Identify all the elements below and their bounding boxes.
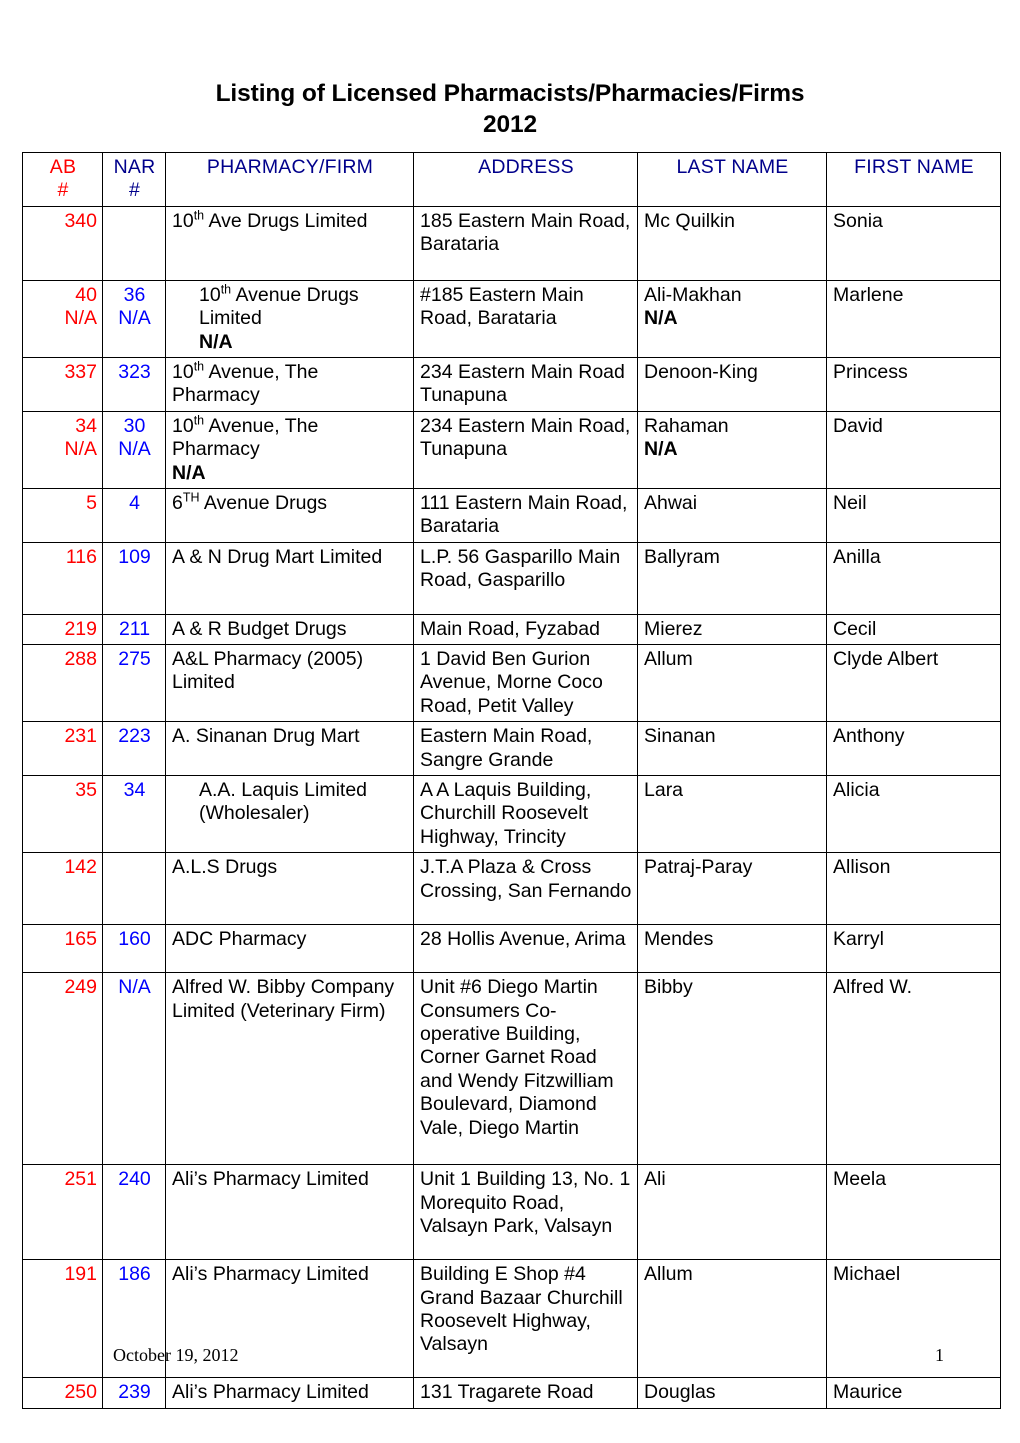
cell-pharmacy-firm: Alfred W. Bibby Company Limited (Veterinary Firm)	[166, 973, 414, 1165]
ordinal-superscript: th	[220, 282, 232, 297]
cell-first-name: Alfred W.	[827, 973, 1001, 1165]
cell-first-name: Karryl	[827, 925, 1001, 973]
ordinal-superscript: th	[193, 208, 205, 223]
column-header-last-name: LAST NAME	[638, 153, 827, 207]
cell-address: 234 Eastern Main Road Tunapuna	[414, 357, 638, 411]
ordinal-superscript: th	[193, 413, 205, 428]
cell-pharmacy-firm: A & N Drug Mart Limited	[166, 542, 414, 614]
table-row	[23, 925, 1001, 973]
cell-ab-number: 35	[23, 776, 103, 853]
cell-nar-number: 323	[103, 357, 166, 411]
cell-address: 185 Eastern Main Road, Barataria	[414, 206, 638, 280]
page-footer	[0, 1345, 1020, 1379]
cell-nar-number: 36 N/A	[103, 280, 166, 357]
table-row	[23, 488, 1001, 542]
cell-pharmacy-firm: Ali’s Pharmacy Limited	[166, 1165, 414, 1260]
cell-ab-number: 165	[23, 925, 103, 973]
cell-pharmacy-firm: 10th Avenue, The Pharmacy N/A	[166, 411, 414, 488]
cell-address: Main Road, Fyzabad	[414, 614, 638, 644]
listing-table-container	[22, 152, 1000, 1409]
cell-address: 234 Eastern Main Road, Tunapuna	[414, 411, 638, 488]
cell-last-name: Lara	[638, 776, 827, 853]
cell-last-name: Ballyram	[638, 542, 827, 614]
table-row	[23, 206, 1001, 280]
table-header	[23, 153, 1001, 207]
cell-pharmacy-firm: A.A. Laquis Limited (Wholesaler)	[166, 776, 414, 853]
cell-address: #185 Eastern Main Road, Barataria	[414, 280, 638, 357]
cell-last-name: Ahwai	[638, 488, 827, 542]
cell-address: Building E Shop #4 Grand Bazaar Churchill Roosevelt Highway, Valsayn	[414, 1260, 638, 1378]
last-name-status-na: N/A	[644, 438, 678, 461]
cell-ab-number: 340	[23, 206, 103, 280]
cell-ab-number: 142	[23, 853, 103, 925]
table-row	[23, 1378, 1001, 1408]
firm-status-na: N/A	[172, 461, 206, 484]
cell-last-name: Allum	[638, 645, 827, 722]
cell-nar-number: N/A	[103, 973, 166, 1165]
cell-address: A A Laquis Building, Churchill Roosevelt Highway, Trincity	[414, 776, 638, 853]
column-header-pharmacy-firm: PHARMACY/FIRM	[166, 153, 414, 207]
cell-pharmacy-firm: A & R Budget Drugs	[166, 614, 414, 644]
cell-address: L.P. 56 Gasparillo Main Road, Gasparillo	[414, 542, 638, 614]
footer-page-number: 1	[935, 1345, 944, 1365]
cell-first-name: Anthony	[827, 722, 1001, 776]
cell-nar-number: 34	[103, 776, 166, 853]
table-row	[23, 853, 1001, 925]
cell-last-name: Denoon-King	[638, 357, 827, 411]
cell-first-name: Princess	[827, 357, 1001, 411]
cell-first-name: Clyde Albert	[827, 645, 1001, 722]
column-header-address: ADDRESS	[414, 153, 638, 207]
cell-pharmacy-firm: 10th Avenue, The Pharmacy	[166, 357, 414, 411]
cell-pharmacy-firm: 6TH Avenue Drugs	[166, 488, 414, 542]
cell-last-name: Sinanan	[638, 722, 827, 776]
cell-pharmacy-firm: 10th Ave Drugs Limited	[166, 206, 414, 280]
cell-pharmacy-firm: Ali’s Pharmacy Limited	[166, 1260, 414, 1378]
page-title-line1: Listing of Licensed Pharmacists/Pharmacies/Firms	[215, 80, 805, 107]
cell-ab-number: 5	[23, 488, 103, 542]
column-header-nar-line1: NAR	[113, 156, 156, 178]
cell-last-name: Patraj-Paray	[638, 853, 827, 925]
cell-ab-number: 34 N/A	[23, 411, 103, 488]
licensed-pharmacies-table	[22, 152, 1001, 1409]
page-title-line2: 2012	[482, 111, 538, 139]
cell-last-name: Rahaman N/A	[638, 411, 827, 488]
table-row	[23, 614, 1001, 644]
cell-address: 1 David Ben Gurion Avenue, Morne Coco Road, Petit Valley	[414, 645, 638, 722]
table-body	[23, 206, 1001, 1408]
cell-nar-number: 223	[103, 722, 166, 776]
cell-address: 28 Hollis Avenue, Arima	[414, 925, 638, 973]
cell-nar-number: 211	[103, 614, 166, 644]
cell-address: Unit 1 Building 13, No. 1 Morequito Road, Valsayn Park, Valsayn	[414, 1165, 638, 1260]
cell-first-name: Neil	[827, 488, 1001, 542]
cell-nar-number: 109	[103, 542, 166, 614]
cell-first-name: Cecil	[827, 614, 1001, 644]
cell-ab-number: 250	[23, 1378, 103, 1408]
cell-first-name: David	[827, 411, 1001, 488]
cell-first-name: Marlene	[827, 280, 1001, 357]
cell-ab-number: 249	[23, 973, 103, 1165]
cell-address: Eastern Main Road, Sangre Grande	[414, 722, 638, 776]
cell-nar-number: 160	[103, 925, 166, 973]
column-header-ab-line2: #	[57, 179, 69, 202]
firm-status-na: N/A	[199, 330, 233, 353]
table-row	[23, 542, 1001, 614]
cell-ab-number: 288	[23, 645, 103, 722]
table-row	[23, 1165, 1001, 1260]
cell-last-name: Allum	[638, 1260, 827, 1378]
column-header-nar-line2: #	[128, 179, 141, 202]
cell-pharmacy-firm: ADC Pharmacy	[166, 925, 414, 973]
cell-ab-number: 337	[23, 357, 103, 411]
column-header-ab	[23, 153, 103, 207]
cell-nar-number: 240	[103, 1165, 166, 1260]
cell-address: J.T.A Plaza & Cross Crossing, San Fernando	[414, 853, 638, 925]
cell-ab-number: 251	[23, 1165, 103, 1260]
cell-address: Unit #6 Diego Martin Consumers Co-operative Building, Corner Garnet Road and Wendy Fitzwilliam Boulevard, Diamond Vale, Diego Martin	[414, 973, 638, 1165]
cell-ab-number: 191	[23, 1260, 103, 1378]
cell-first-name: Maurice	[827, 1378, 1001, 1408]
column-header-ab-line1: AB	[49, 156, 77, 178]
cell-last-name: Ali	[638, 1165, 827, 1260]
cell-nar-number: 30 N/A	[103, 411, 166, 488]
ordinal-superscript: th	[193, 359, 205, 374]
column-header-first-name: FIRST NAME	[827, 153, 1001, 207]
cell-nar-number: 239	[103, 1378, 166, 1408]
table-row	[23, 722, 1001, 776]
cell-pharmacy-firm: 10th Avenue Drugs Limited N/A	[166, 280, 414, 357]
ordinal-superscript: TH	[182, 490, 200, 505]
cell-pharmacy-firm: A. Sinanan Drug Mart	[166, 722, 414, 776]
cell-address: 131 Tragarete Road	[414, 1378, 638, 1408]
table-header-row	[23, 153, 1001, 207]
table-row	[23, 411, 1001, 488]
cell-ab-number: 219	[23, 614, 103, 644]
cell-last-name: Mc Quilkin	[638, 206, 827, 280]
cell-first-name: Anilla	[827, 542, 1001, 614]
cell-pharmacy-firm: A&L Pharmacy (2005) Limited	[166, 645, 414, 722]
table-row	[23, 776, 1001, 853]
cell-nar-number: 275	[103, 645, 166, 722]
cell-ab-number: 116	[23, 542, 103, 614]
cell-first-name: Allison	[827, 853, 1001, 925]
cell-pharmacy-firm: A.L.S Drugs	[166, 853, 414, 925]
cell-nar-number	[103, 206, 166, 280]
cell-last-name: Mierez	[638, 614, 827, 644]
cell-address: 111 Eastern Main Road, Barataria	[414, 488, 638, 542]
cell-nar-number: 4	[103, 488, 166, 542]
last-name-status-na: N/A	[644, 307, 678, 330]
table-row	[23, 280, 1001, 357]
cell-first-name: Alicia	[827, 776, 1001, 853]
table-row	[23, 357, 1001, 411]
cell-last-name: Bibby	[638, 973, 827, 1165]
footer-date: October 19, 2012	[113, 1345, 239, 1365]
cell-last-name: Mendes	[638, 925, 827, 973]
cell-ab-number: 40 N/A	[23, 280, 103, 357]
table-row	[23, 645, 1001, 722]
column-header-nar	[103, 153, 166, 207]
cell-last-name: Douglas	[638, 1378, 827, 1408]
cell-last-name: Ali-Makhan N/A	[638, 280, 827, 357]
cell-first-name: Sonia	[827, 206, 1001, 280]
cell-pharmacy-firm: Ali’s Pharmacy Limited	[166, 1378, 414, 1408]
cell-nar-number: 186	[103, 1260, 166, 1378]
cell-nar-number	[103, 853, 166, 925]
table-row	[23, 973, 1001, 1165]
cell-first-name: Meela	[827, 1165, 1001, 1260]
page-title	[0, 0, 1020, 141]
cell-first-name: Michael	[827, 1260, 1001, 1378]
cell-ab-number: 231	[23, 722, 103, 776]
